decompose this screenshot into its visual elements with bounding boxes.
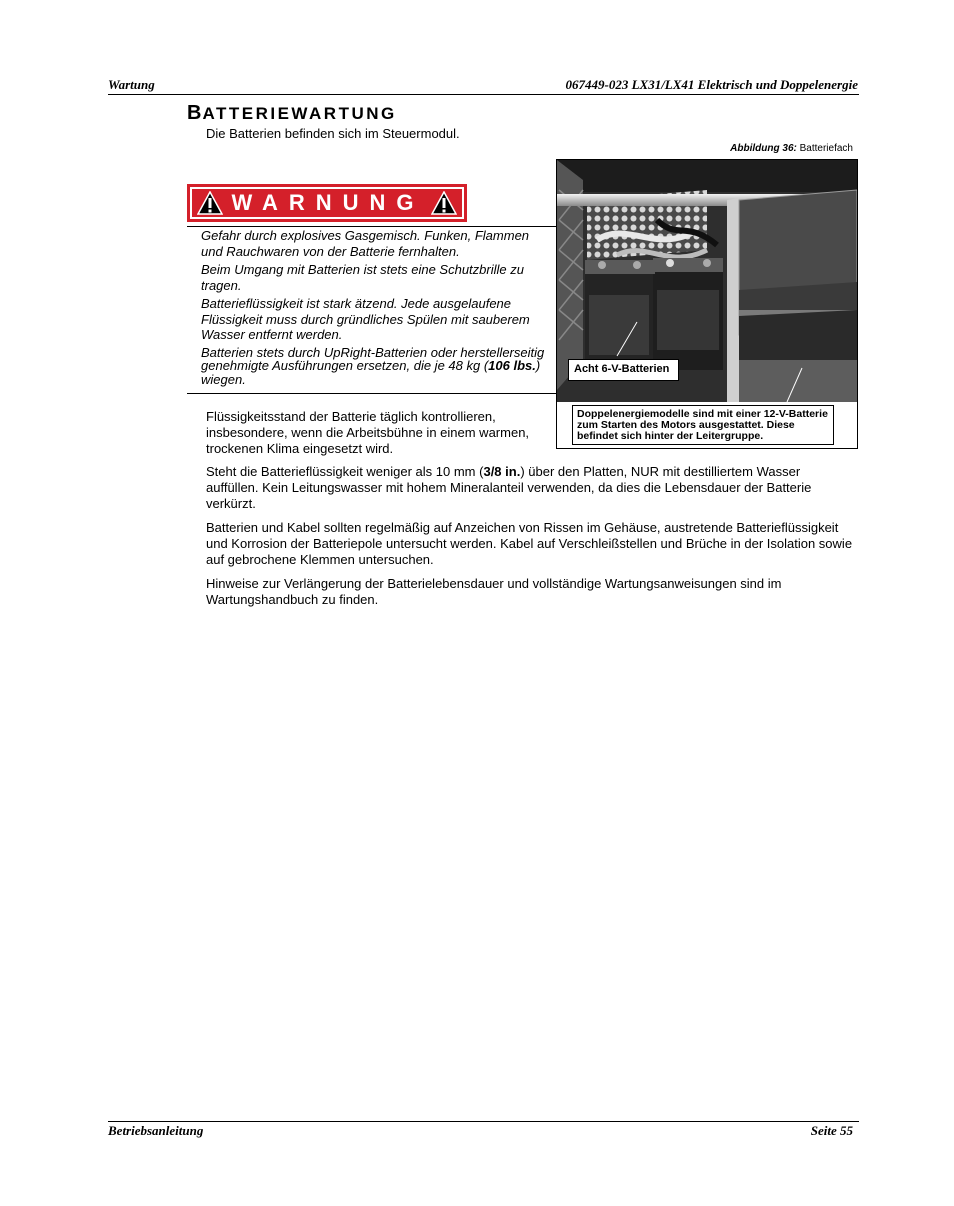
section-title-rest: ATTERIEWARTUNG — [202, 104, 397, 123]
warning-banner — [187, 184, 467, 222]
warning-triangle-icon — [431, 191, 457, 215]
body-paragraphs — [206, 464, 854, 616]
warning-word: WARNUNG — [231, 190, 425, 215]
callout-12v-battery: Doppelenergiemodelle sind mit einer 12-V-Batterie zum Starten des Motors ausgestattet. Diese befindet sich hinter der Leitergruppe. — [572, 405, 834, 445]
footer-page-number: Seite 55 — [810, 1123, 853, 1138]
warning-item: Gefahr durch explosives Gasgemisch. Funken, Flammen und Rauchwaren von der Batterie fernhalten. — [201, 228, 530, 259]
footer-rule — [108, 1121, 859, 1122]
figure-caption-text: Batteriefach — [799, 143, 853, 154]
warning-list — [201, 228, 546, 389]
warning-item: Beim Umgang mit Batterien ist stets eine Schutzbrille zu tragen. — [201, 262, 524, 293]
warning-bottom-rule — [187, 393, 556, 394]
warning-triangle-icon — [197, 191, 223, 215]
callout-batteries: Acht 6-V-Batterien — [568, 359, 679, 381]
warning-item: Batterien stets durch UpRight-Batterien oder herstellerseitig genehmigte Ausführungen ersetzen, die je 48 kg (106 lbs.) wiegen. — [201, 344, 545, 387]
header-right: 067449-023 LX31/LX41 Elektrisch und Doppelenergie — [565, 77, 858, 92]
section-title-cap: B — [187, 102, 203, 124]
paragraph-inspection: Batterien und Kabel sollten regelmäßig auf Anzeichen von Rissen im Gehäuse, austretende Batterieflüssigkeit und Korrosion der Batteriepole untersucht werden. Kabel auf Verschleißstellen und Brüche in der Isolation sowie auf gebrochene Klemmen untersuchen. — [206, 520, 853, 567]
paragraph-manual-reference: Hinweise zur Verlängerung der Batterielebensdauer und vollständige Wartungsanweisungen sind im Wartungshandbuch zu finden. — [206, 576, 782, 607]
footer-left: Betriebsanleitung — [108, 1123, 204, 1138]
warning-top-rule — [187, 226, 556, 227]
battery-compartment-figure — [556, 159, 858, 449]
header-rule — [108, 94, 859, 95]
warning-item: Batterieflüssigkeit ist stark ätzend. Jede ausgelaufene Flüssigkeit muss durch gründliches Spülen mit sauberem Wasser entfernt werden. — [201, 296, 530, 342]
section-title — [187, 102, 397, 125]
header-left: Wartung — [108, 77, 155, 92]
paragraph-fluid-check: Flüssigkeitsstand der Batterie täglich kontrollieren, insbesondere, wenn die Arbeitsbühne in einem warmen, trockenen Klima eingesetzt wird. — [206, 409, 530, 456]
figure-caption-label: Abbildung 36: — [730, 143, 797, 154]
section-intro: Die Batterien befinden sich im Steuermodul. — [206, 126, 460, 141]
paragraph-refill: Steht die Batterieflüssigkeit weniger als 10 mm (3/8 in.) über den Platten, NUR mit destilliertem Wasser auffüllen. Kein Leitungswasser mit hohem Mineralanteil verwenden, da dies die Lebensdauer der Batterie verkürzt. — [206, 464, 812, 511]
figure-caption — [730, 143, 853, 154]
